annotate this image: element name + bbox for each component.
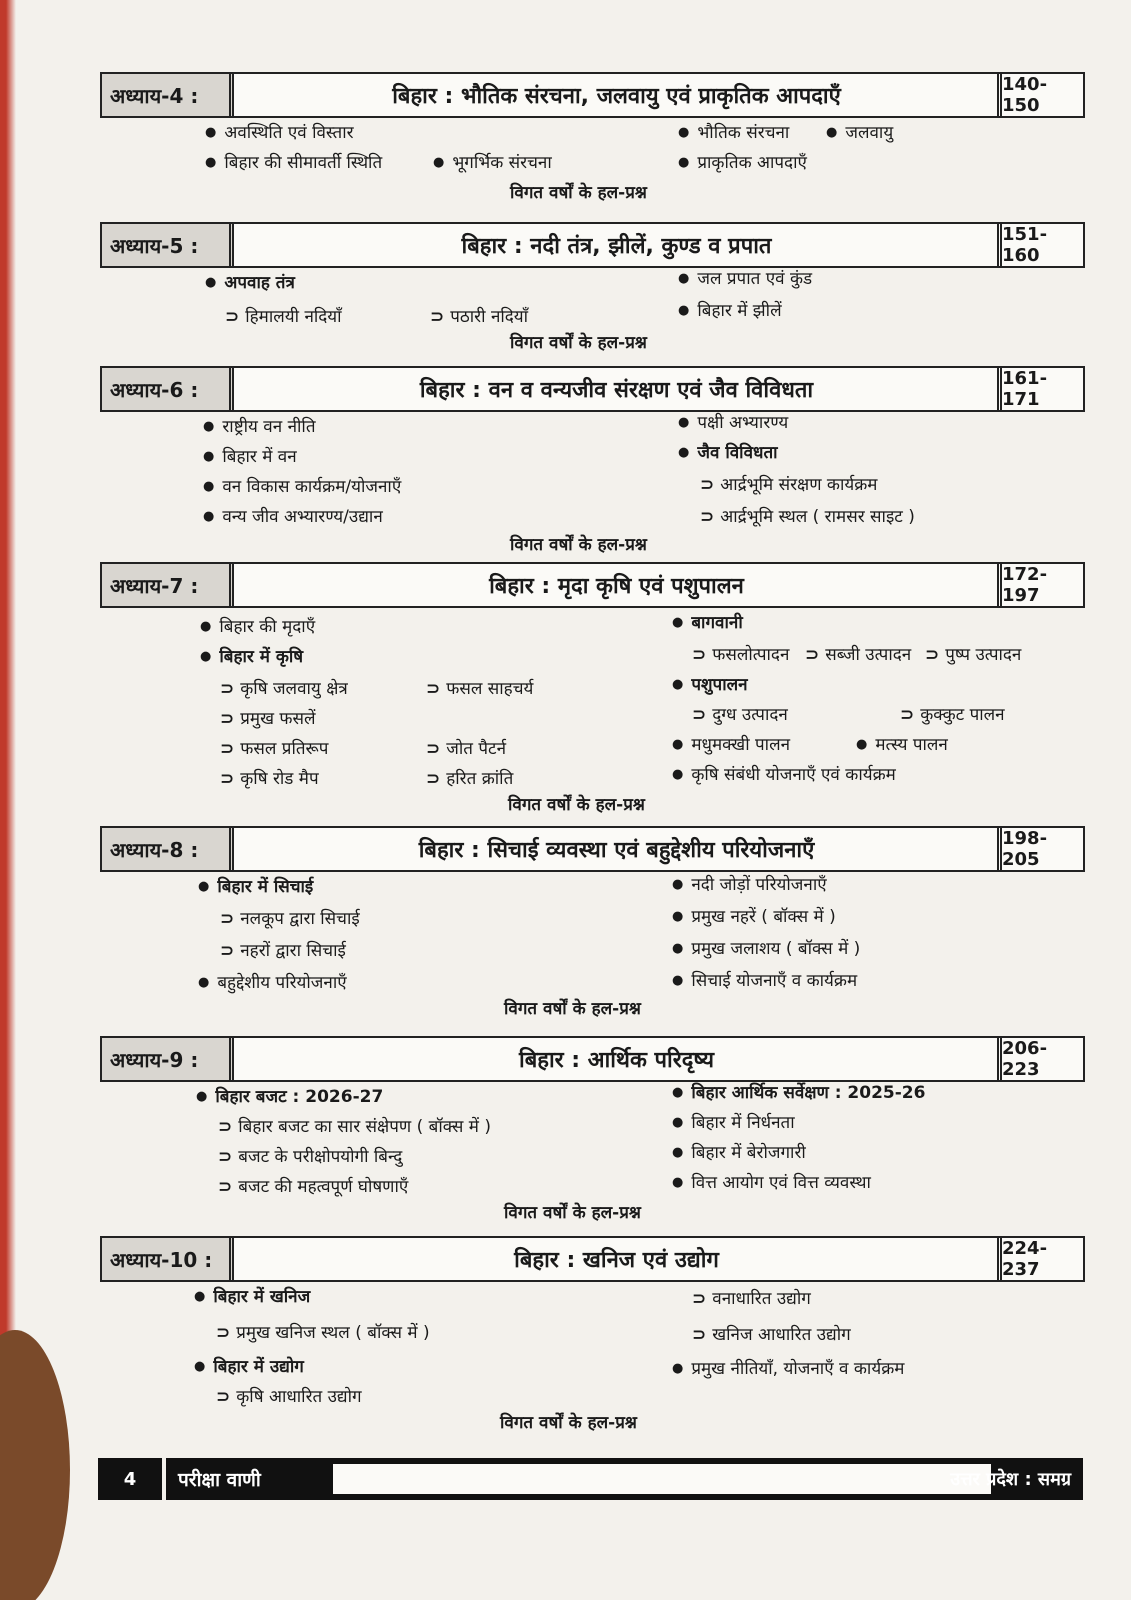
chapter-label: अध्याय-4 : bbox=[102, 74, 234, 116]
topic-item: ● बिहार में निर्धनता bbox=[672, 1112, 795, 1136]
topic-item: ● मत्स्य पालन bbox=[856, 734, 948, 758]
topic-item: ● अवस्थिति एवं विस्तार bbox=[205, 122, 354, 146]
topic-item: ● कृषि संबंधी योजनाएँ एवं कार्यक्रम bbox=[672, 764, 896, 788]
chapter-7 bbox=[100, 562, 1085, 815]
topic-item: ● भूगर्भिक संरचना bbox=[433, 152, 552, 176]
chapter-title: बिहार : खनिज एवं उद्योग bbox=[514, 1248, 719, 1273]
chapter-label: अध्याय-8 : bbox=[102, 828, 234, 870]
topic-item: ● बिहार में खनिज bbox=[194, 1286, 310, 1310]
topic-item: ● बिहार में झीलें bbox=[678, 300, 782, 324]
topic-item: ● जैव विविधता bbox=[678, 442, 778, 466]
topic-item: ● वन्य जीव अभ्यारण्य/उद्यान bbox=[203, 506, 383, 530]
chapter-label: अध्याय-6 : bbox=[102, 368, 234, 410]
topic-subitem: ⊃ कृषि रोड मैप bbox=[220, 768, 319, 790]
chapter-5 bbox=[100, 222, 1085, 353]
topic-subitem: ⊃ फसलोत्पादन bbox=[692, 644, 789, 666]
topic-item: ● बिहार की सीमावर्ती स्थिति bbox=[205, 152, 382, 176]
chapter-10 bbox=[100, 1236, 1085, 1433]
topic-subitem: ⊃ आर्द्रभूमि संरक्षण कार्यक्रम bbox=[700, 474, 877, 496]
chapter-pages: 172-197 bbox=[997, 564, 1083, 606]
topic-item: ● पशुपालन bbox=[672, 674, 748, 698]
topic-subitem: ⊃ वनाधारित उद्योग bbox=[692, 1288, 811, 1310]
chapter-6 bbox=[100, 366, 1085, 555]
topic-item: ● राष्ट्रीय वन नीति bbox=[203, 416, 316, 440]
topic-item: ● बिहार बजट : 2026-27 bbox=[196, 1086, 383, 1110]
topic-subitem: ⊃ फसल साहचर्य bbox=[426, 678, 533, 700]
previous-years-questions: विगत वर्षों के हल-प्रश्न bbox=[504, 1203, 641, 1223]
footer-bar bbox=[333, 1464, 991, 1494]
topic-item: ● बागवानी bbox=[672, 612, 743, 636]
topic-subitem: ⊃ बजट के परीक्षोपयोगी बिन्दु bbox=[218, 1146, 402, 1168]
chapter-pages: 140-150 bbox=[997, 74, 1083, 116]
chapter-header bbox=[100, 72, 1085, 118]
previous-years-questions: विगत वर्षों के हल-प्रश्न bbox=[510, 535, 647, 555]
chapter-header bbox=[100, 222, 1085, 268]
page-number: 4 bbox=[98, 1458, 166, 1500]
thumb-photo-artifact bbox=[0, 1330, 70, 1600]
topic-subitem: ⊃ प्रमुख फसलें bbox=[220, 708, 316, 730]
topic-subitem: ⊃ दुग्ध उत्पादन bbox=[692, 704, 788, 726]
topic-subitem: ⊃ बजट की महत्वपूर्ण घोषणाएँ bbox=[218, 1176, 408, 1198]
topic-item: ● भौतिक संरचना bbox=[678, 122, 789, 146]
topic-item: ● प्रमुख नीतियाँ, योजनाएँ व कार्यक्रम bbox=[672, 1358, 904, 1382]
chapter-9 bbox=[100, 1036, 1085, 1223]
topic-item: ● बिहार में सिचाई bbox=[198, 876, 313, 900]
chapter-title: बिहार : आर्थिक परिदृष्य bbox=[519, 1048, 714, 1073]
topic-subitem: ⊃ खनिज आधारित उद्योग bbox=[692, 1324, 851, 1346]
topic-item: ● प्रमुख जलाशय ( बॉक्स में ) bbox=[672, 938, 860, 962]
topic-subitem: ⊃ कृषि आधारित उद्योग bbox=[216, 1386, 362, 1408]
topic-subitem: ⊃ जोत पैटर्न bbox=[426, 738, 506, 760]
topic-subitem: ⊃ हिमालयी नदियाँ bbox=[225, 306, 342, 328]
chapter-label: अध्याय-7 : bbox=[102, 564, 234, 606]
topic-item: ● बिहार में बेरोजगारी bbox=[672, 1142, 806, 1166]
previous-years-questions: विगत वर्षों के हल-प्रश्न bbox=[508, 795, 645, 815]
chapter-pages: 198-205 bbox=[997, 828, 1083, 870]
topic-item: ● वन विकास कार्यक्रम/योजनाएँ bbox=[203, 476, 401, 500]
topic-subitem: ⊃ प्रमुख खनिज स्थल ( बॉक्स में ) bbox=[216, 1322, 430, 1344]
topic-item: ● नदी जोड़ों परियोजनाएँ bbox=[672, 874, 827, 898]
topic-item: ● मधुमक्खी पालन bbox=[672, 734, 790, 758]
topic-item: ● पक्षी अभ्यारण्य bbox=[678, 412, 788, 436]
previous-years-questions: विगत वर्षों के हल-प्रश्न bbox=[500, 1413, 637, 1433]
topic-item: ● प्रमुख नहरें ( बॉक्स में ) bbox=[672, 906, 836, 930]
chapter-8 bbox=[100, 826, 1085, 1019]
chapter-label: अध्याय-5 : bbox=[102, 224, 234, 266]
topic-item: ● जल प्रपात एवं कुंड bbox=[678, 268, 812, 292]
footer-section-title: उत्तर प्रदेश : समग्र bbox=[950, 1469, 1071, 1490]
topic-item: ● वित्त आयोग एवं वित्त व्यवस्था bbox=[672, 1172, 871, 1196]
page-footer bbox=[98, 1458, 1083, 1500]
chapter-4 bbox=[100, 72, 1085, 203]
chapter-label: अध्याय-10 : bbox=[102, 1238, 234, 1280]
topic-subitem: ⊃ आर्द्रभूमि स्थल ( रामसर साइट ) bbox=[700, 506, 915, 528]
chapter-header bbox=[100, 366, 1085, 412]
topic-item: ● जलवायु bbox=[826, 122, 893, 146]
chapter-pages: 224-237 bbox=[997, 1238, 1083, 1280]
topic-subitem: ⊃ फसल प्रतिरूप bbox=[220, 738, 328, 760]
previous-years-questions: विगत वर्षों के हल-प्रश्न bbox=[504, 999, 641, 1019]
previous-years-questions: विगत वर्षों के हल-प्रश्न bbox=[510, 183, 647, 203]
topic-item: ● बहुद्देशीय परियोजनाएँ bbox=[198, 972, 347, 996]
topic-item: ● बिहार में वन bbox=[203, 446, 297, 470]
previous-years-questions: विगत वर्षों के हल-प्रश्न bbox=[510, 333, 647, 353]
topic-subitem: ⊃ सब्जी उत्पादन bbox=[805, 644, 911, 666]
chapter-title: बिहार : सिचाई व्यवस्था एवं बहुद्देशीय परियोजनाएँ bbox=[418, 838, 815, 863]
topic-item: ● अपवाह तंत्र bbox=[205, 272, 295, 296]
chapter-header bbox=[100, 1236, 1085, 1282]
chapter-pages: 161-171 bbox=[997, 368, 1083, 410]
topic-subitem: ⊃ हरित क्रांति bbox=[426, 768, 513, 790]
chapter-title: बिहार : वन व वन्यजीव संरक्षण एवं जैव विविधता bbox=[419, 378, 814, 403]
topic-item: ● सिचाई योजनाएँ व कार्यक्रम bbox=[672, 970, 857, 994]
topic-item: ● बिहार आर्थिक सर्वेक्षण : 2025-26 bbox=[672, 1082, 925, 1106]
chapter-header bbox=[100, 1036, 1085, 1082]
chapter-label: अध्याय-9 : bbox=[102, 1038, 234, 1080]
topic-item: ● बिहार में उद्योग bbox=[194, 1356, 304, 1380]
topic-subitem: ⊃ नलकूप द्वारा सिचाई bbox=[220, 908, 360, 930]
topic-subitem: ⊃ कुक्कुट पालन bbox=[900, 704, 1005, 726]
topic-subitem: ⊃ कृषि जलवायु क्षेत्र bbox=[220, 678, 348, 700]
chapter-title: बिहार : मृदा कृषि एवं पशुपालन bbox=[489, 574, 744, 599]
chapter-title: बिहार : नदी तंत्र, झीलें, कुण्ड व प्रपात bbox=[461, 234, 772, 259]
topic-subitem: ⊃ नहरों द्वारा सिचाई bbox=[220, 940, 346, 962]
topic-subitem: ⊃ पुष्प उत्पादन bbox=[925, 644, 1021, 666]
chapter-title: बिहार : भौतिक संरचना, जलवायु एवं प्राकृतिक आपदाएँ bbox=[392, 84, 841, 109]
topic-item: ● बिहार में कृषि bbox=[200, 646, 303, 670]
chapter-pages: 151-160 bbox=[997, 224, 1083, 266]
chapter-header bbox=[100, 562, 1085, 608]
topic-item: ● बिहार की मृदाएँ bbox=[200, 616, 315, 640]
topic-item: ● प्राकृतिक आपदाएँ bbox=[678, 152, 807, 176]
chapter-pages: 206-223 bbox=[997, 1038, 1083, 1080]
chapter-header bbox=[100, 826, 1085, 872]
topic-subitem: ⊃ पठारी नदियाँ bbox=[430, 306, 528, 328]
brand-name: परीक्षा वाणी bbox=[178, 1469, 261, 1491]
topic-subitem: ⊃ बिहार बजट का सार संक्षेपण ( बॉक्स में ) bbox=[218, 1116, 491, 1138]
